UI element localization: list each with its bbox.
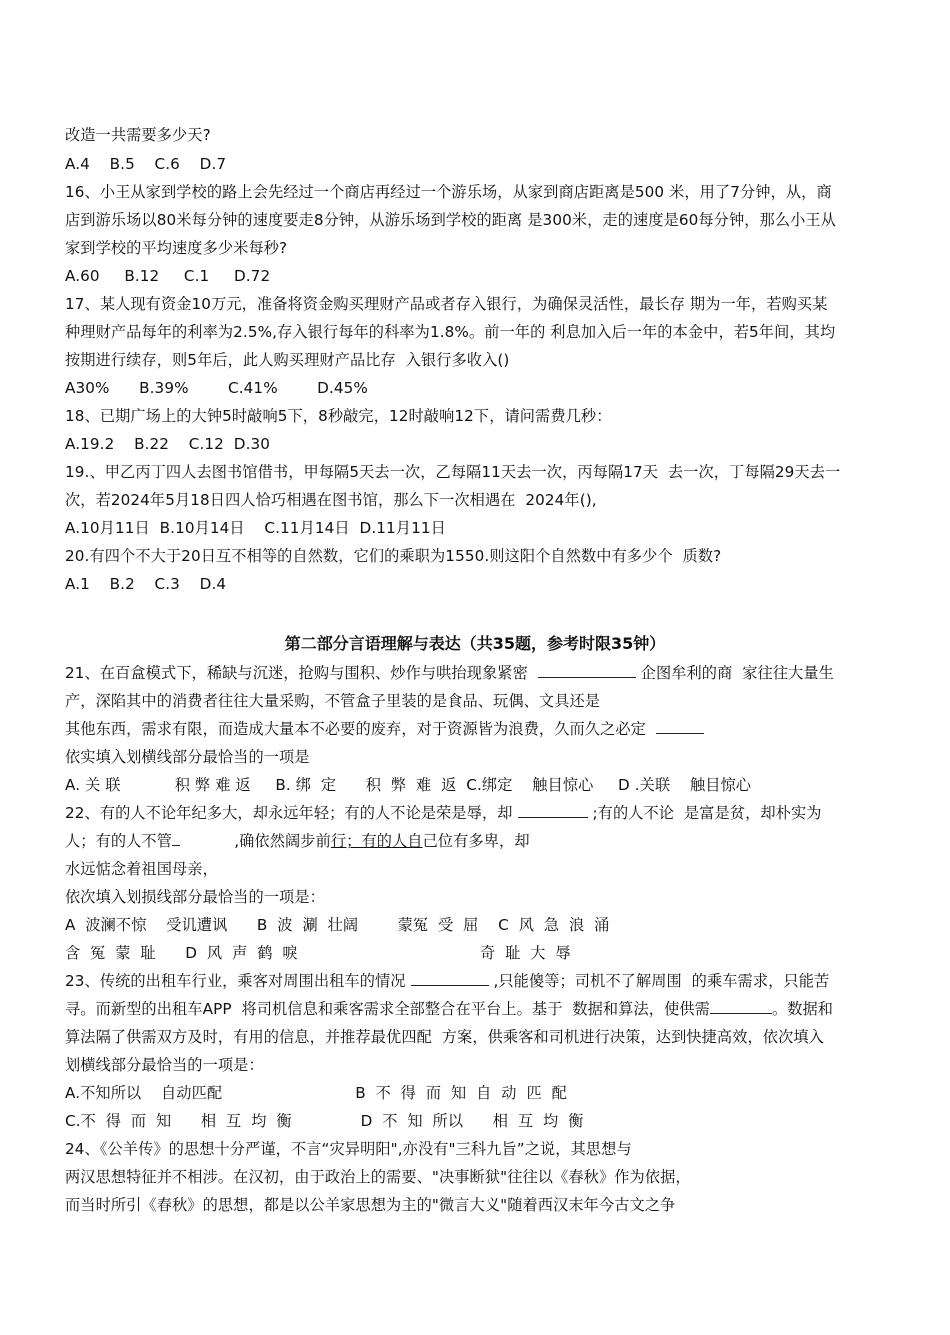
fill-blank: [538, 663, 636, 678]
text-segment: 寻。而新型的出租车APP 将司机信息和乘客需求全部整合在平台上。基于 数据和算法，使供需: [65, 1000, 710, 1018]
fill-blank: [710, 999, 772, 1014]
answer-options: A.1 B.2 C.3 D.4: [65, 575, 227, 593]
text-segment: 人；有的人不管: [65, 832, 173, 850]
section-title: 第二部分言语理解与表达（共35题，参考时限35钟）: [284, 634, 666, 653]
question-24-line: 24、《公羊传》的思想十分严谨，不言“灾异明阳",亦没有"三科九旨”之说，其思想与: [65, 1140, 632, 1158]
answer-options: A. 关 联 积 弊 难 返 B. 绑 定 积 弊 难 返 C.绑定 触目惊心 D .关联 触目惊心: [65, 776, 752, 794]
question-18-line: 18、已期广场上的大钟5时敲响5下，8秒敲完，12时敲响12下，请问需费几秒：: [65, 407, 612, 425]
text-segment: 企图牟利的商 家往往大量生: [635, 664, 834, 682]
answer-options: 含 冤 蒙 耻 D 风 声 鹤 唳 奇 耻 大 辱: [65, 944, 571, 962]
question-16-line: 家到学校的平均速度多少米每秒?: [65, 239, 288, 257]
answer-options: A 波澜不惊 受讥遭讽 B 波 涮 壮阔 蒙冤 受 屈 C 风 急 浪 涌: [65, 916, 610, 934]
text-segment: ,确依然阔步前: [180, 832, 331, 850]
question-23-line: [65, 971, 829, 991]
question-17-line: 按期进行续存，则5年后，此人购买理财产品比存 入银行多收入(): [65, 351, 510, 369]
fill-blank: [411, 971, 489, 986]
question-17-line: 17、某人现有资金10万元，准备将资金购买理财产品或者存入银行，为确保灵活性，最长存 期为一年，若购买某: [65, 295, 828, 313]
text-segment: 己位有多卑，却: [422, 832, 530, 850]
fill-blank: [656, 719, 704, 734]
answer-options: A.不知所以 自动匹配 B 不 得 而 知 自 动 匹 配: [65, 1084, 567, 1102]
text-segment: 23、传统的出租车行业，乘客对周围出租车的情况: [65, 972, 406, 990]
text-segment: 其他东西，需求有限，而造成大量本不必要的废弃，对于资源皆为浪费，久而久之必定: [65, 720, 646, 738]
question-23-line: 算法隔了供需双方及时，有用的信息，并推荐最优四配 方案，供乘客和司机进行决策，达到快捷高效，依次填入: [65, 1028, 824, 1046]
question-24-line: 而当时所引《春秋》的思想，都是以公羊家思想为主的"微言大义"随着西汉末年今古文之争: [65, 1196, 676, 1214]
question-24-line: 两汉思想特征并不相涉。在汉初，由于政治上的需要、"决事断狱"往往以《春秋》作为依据，: [65, 1168, 691, 1186]
text-segment: 。数据和: [771, 1000, 834, 1018]
underlined-text: 行；有的人自: [330, 832, 423, 850]
question-22-line: 水远惦念着祖国母亲，: [65, 860, 218, 878]
question-22-line: [65, 831, 530, 851]
answer-options: A30% B.39% C.41% D.45%: [65, 379, 368, 397]
question-17-line: 种理财产品每年的利率为2.5%,存入银行每年的科率为1.8%。前一年的 利息加入后一年的本金中，若5年间，其均: [65, 323, 836, 341]
fill-blank: [518, 803, 588, 818]
fill-blank: [172, 831, 180, 846]
question-20-line: 20.有四个不大于20日互不相等的自然数，它们的乘职为1550.则这阳个自然数中有多少个 质数?: [65, 547, 722, 565]
answer-options: A.10月11日 B.10月14日 C.11月14日 D.11月11日: [65, 519, 446, 537]
text-segment: 22、有的人不论年纪多大，却永远年轻；有的人不论是荣是辱，却: [65, 804, 513, 822]
text-segment: ,只能傻等；司机不了解周围 的乘车需求，只能苦: [488, 972, 830, 990]
answer-options: A.60 B.12 C.1 D.72: [65, 267, 271, 285]
question-16-line: 16、小王从家到学校的路上会先经过一个商店再经过一个游乐场，从家到商店距离是500 米，用了7分钟，从，商: [65, 183, 832, 201]
question-21-line: [65, 719, 704, 739]
question-23-line: [65, 999, 833, 1019]
text-segment: 21、在百盒模式下，稀缺与沉迷，抢购与围积、炒作与哄抬现象紧密: [65, 664, 528, 682]
question-22-line: 依次填入划损线部分最恰当的一项是：: [65, 888, 325, 906]
question-19-line: 次，若2024年5月18日四人恰巧相遇在图书馆，那么下一次相遇在 2024年(),: [65, 491, 597, 509]
question-22-line: [65, 803, 822, 823]
question-21-line: [65, 663, 834, 683]
question-23-line: 划横线部分最恰当的一项是：: [65, 1056, 264, 1074]
answer-options: A.19.2 B.22 C.12 D.30: [65, 435, 271, 453]
question-19-line: 19.、甲乙丙丁四人去图书馆借书，甲每隔5天去一次，乙每隔11天去一次，丙每隔17天 去一次，丁每隔29天去一: [65, 463, 841, 481]
text-segment: ;有的人不论 是富是贫，却朴实为: [587, 804, 822, 822]
answer-options: A.4 B.5 C.6 D.7: [65, 155, 227, 173]
question-21-line: 产，深陷其中的消费者往往大量采购，不管盒子里装的是食品、玩偶、文具还是: [65, 692, 601, 710]
question-16-line: 店到游乐场以80米每分钟的速度要走8分钟，从游乐场到学校的距离 是300米，走的速度是60每分钟，那么小王从: [65, 211, 836, 229]
answer-options: C.不 得 而 知 相 互 均 衡 D 不 知 所以 相 互 均 衡: [65, 1112, 584, 1130]
question-21-line: 依实填入划横线部分最恰当的一项是: [65, 748, 310, 766]
text-line: 改造一共需要多少天?: [65, 126, 211, 144]
